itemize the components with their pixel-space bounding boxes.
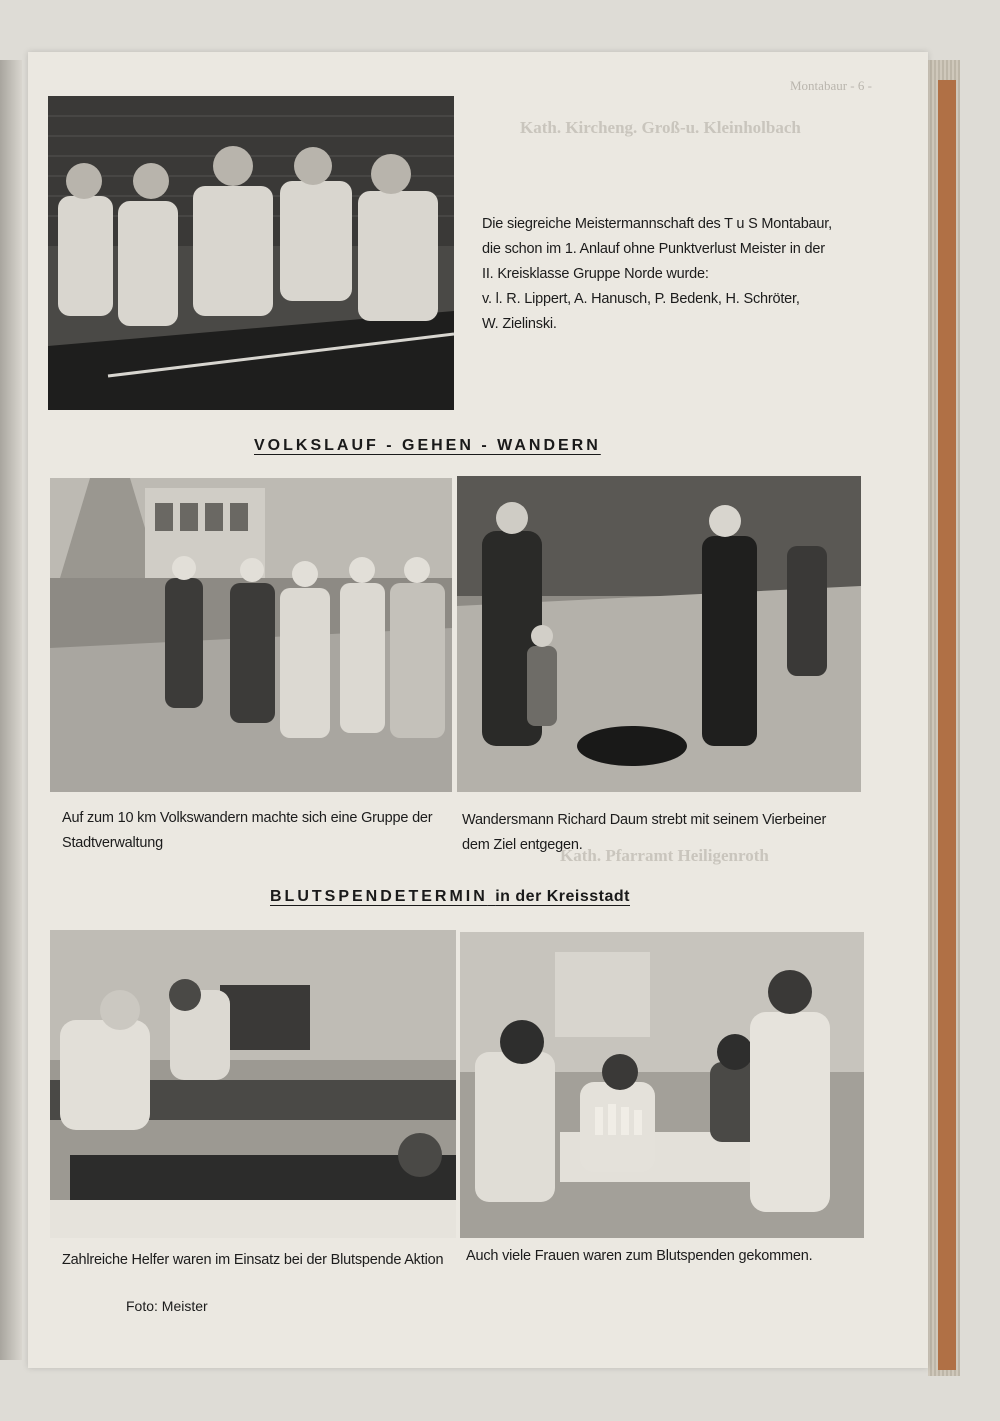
left-page-edge — [0, 60, 22, 1360]
team-caption-line-2: die schon im 1. Anlauf ohne Punktverlust Meister in der — [482, 241, 825, 257]
heading-blutspende-main: BLUTSPENDETERMIN — [270, 888, 488, 905]
photo-credit: Foto: Meister — [126, 1298, 208, 1314]
volkswandern-group-photo — [50, 478, 452, 792]
wandersmann-caption — [462, 808, 826, 858]
volkswandern-caption-line-2: Stadtverwaltung — [62, 835, 163, 851]
team-caption-line-1: Die siegreiche Meistermannschaft des T u S Montabaur, — [482, 216, 832, 232]
team-caption-line-5: W. Zielinski. — [482, 316, 557, 332]
wandersmann-photo — [457, 476, 861, 792]
volkswandern-caption-line-1: Auf zum 10 km Volkswandern machte sich eine Gruppe der — [62, 810, 433, 826]
team-photo-caption — [482, 212, 832, 337]
blutspende-women-photo — [460, 932, 864, 1238]
blutspende-helpers-caption: Zahlreiche Helfer waren im Einsatz bei der Blutspende Aktion — [62, 1252, 444, 1268]
blutspende-helpers-photo — [50, 930, 456, 1238]
bleed-heading-kircheng: Kath. Kircheng. Groß-u. Kleinholbach — [520, 118, 801, 137]
team-photo — [48, 96, 454, 410]
blutspende-women-caption: Auch viele Frauen waren zum Blutspenden gekommen. — [466, 1248, 813, 1264]
team-caption-line-3: II. Kreisklasse Gruppe Norde wurde: — [482, 266, 709, 282]
book-spine — [938, 80, 956, 1370]
team-caption-line-4: v. l. R. Lippert, A. Hanusch, P. Bedenk, H. Schröter, — [482, 291, 800, 307]
heading-volkslauf: VOLKSLAUF - GEHEN - WANDERN — [254, 437, 601, 454]
volkswandern-caption — [62, 806, 432, 856]
header-bleed: Montabaur - 6 - — [790, 78, 872, 93]
wandersmann-caption-line-2: dem Ziel entgegen. — [462, 837, 583, 853]
bleed-heading-heiligenroth: Kath. Pfarramt Heiligenroth — [560, 846, 769, 865]
heading-blutspende — [270, 888, 630, 906]
heading-blutspende-rest: in der Kreisstadt — [495, 888, 630, 905]
wandersmann-caption-line-1: Wandersmann Richard Daum strebt mit seinem Vierbeiner — [462, 812, 827, 828]
